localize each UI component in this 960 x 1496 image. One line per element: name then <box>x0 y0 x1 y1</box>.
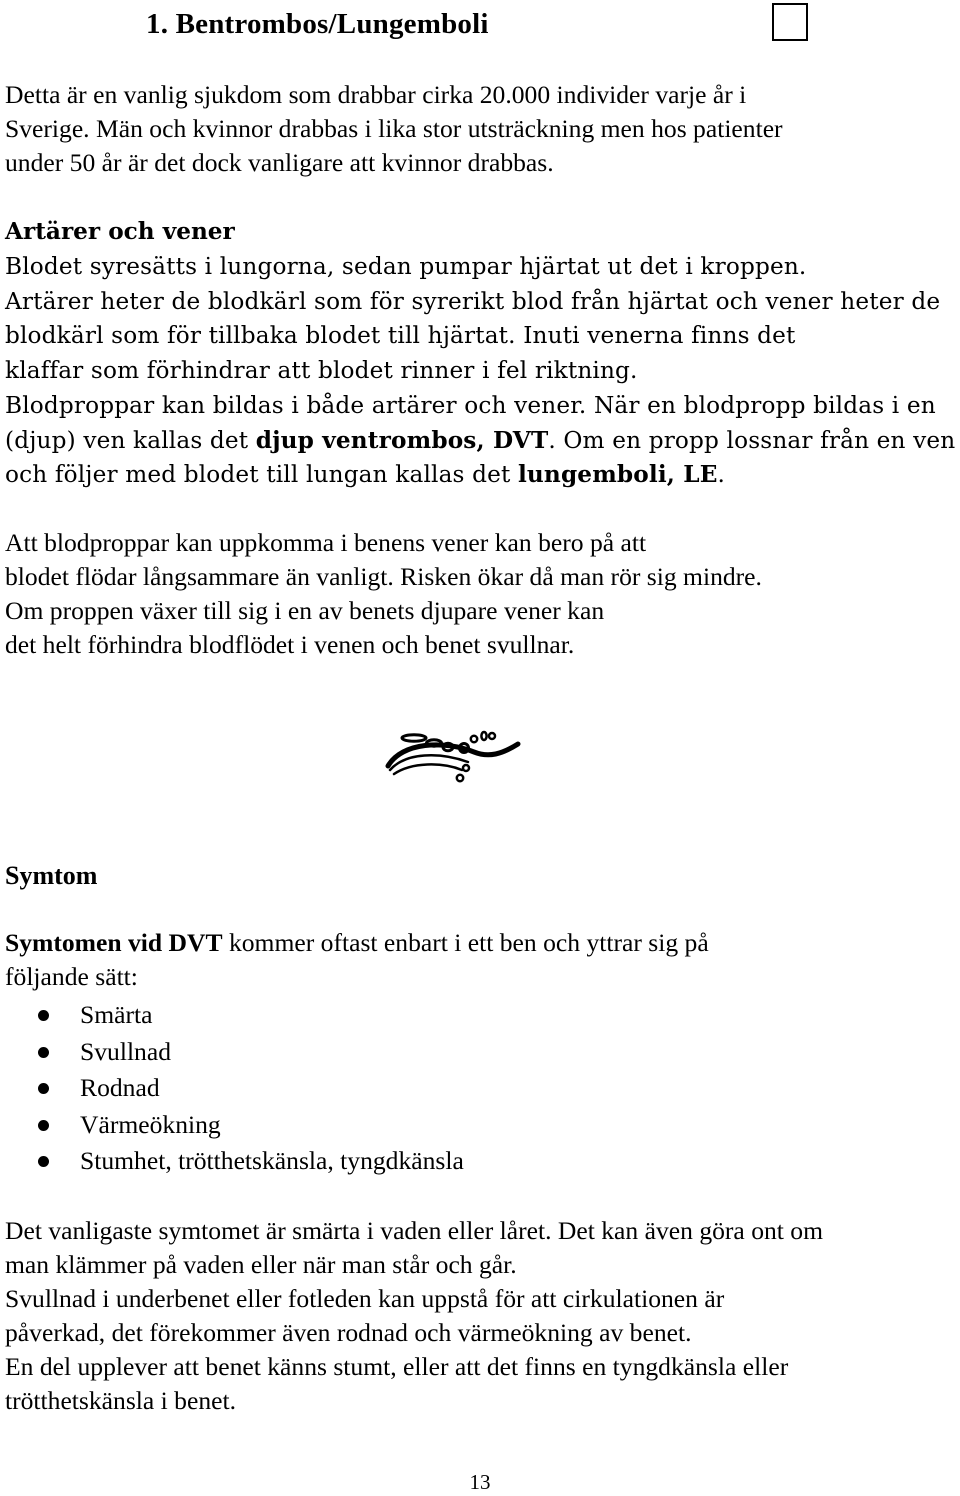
bullet-icon <box>38 1010 49 1021</box>
formation-line: det helt förhindra blodflödet i venen och benet svullnar. <box>5 630 575 659</box>
symptoms-intro <box>5 926 960 994</box>
arteries-line: Blodproppar kan bildas i både artärer och vener. När en blodpropp bildas i en <box>5 391 936 419</box>
list-item <box>38 1143 464 1180</box>
term-le: lungemboli, LE <box>517 461 718 489</box>
intro-line: Detta är en vanlig sjukdom som drabbar cirka 20.000 individer varje år i <box>5 80 747 109</box>
formation-line: Om proppen växer till sig i en av benets djupare vener kan <box>5 596 605 625</box>
text-run: (djup) ven kallas det <box>5 426 256 454</box>
arteries-line <box>5 458 960 493</box>
page-number: 13 <box>469 1470 491 1494</box>
text-run: och följer med blodet till lungan kallas det <box>5 461 518 489</box>
bullet-icon <box>38 1120 49 1131</box>
intro-paragraph <box>5 78 960 180</box>
text-run: . <box>717 461 726 489</box>
list-item-label: Stumhet, trötthetskänsla, tyngdkänsla <box>80 1146 464 1175</box>
symptoms-intro-line <box>5 926 960 960</box>
arteries-line: blodkärl som för tillbaka blodet till hjärtat. Inuti venerna finns det <box>5 322 796 350</box>
formation-line: blodet flödar långsammare än vanligt. Risken ökar då man rör sig mindre. <box>5 562 762 591</box>
list-item-label: Rodnad <box>80 1073 160 1102</box>
symptoms-intro-line: följande sätt: <box>5 962 138 991</box>
text-run: . Om en propp lossnar från en ven <box>548 426 956 454</box>
symptom-list <box>38 997 464 1180</box>
formation-line: Att blodproppar kan uppkomma i benens vener kan bero på att <box>5 528 647 557</box>
intro-line: Sverige. Män och kvinnor drabbas i lika stor utsträckning men hos patienter <box>5 114 783 143</box>
arteries-line: Blodet syresätts i lungorna, sedan pumpar hjärtat ut det i kroppen. <box>5 253 807 280</box>
bullet-icon <box>38 1156 49 1167</box>
section-heading-symptoms: Symtom <box>5 861 98 890</box>
term-symptoms-dvt: Symtomen vid DVT <box>5 928 223 957</box>
list-item <box>38 1034 464 1071</box>
section-heading-arteries: Artärer och vener <box>5 218 235 245</box>
list-item-label: Smärta <box>80 1000 153 1029</box>
list-item <box>38 997 464 1034</box>
vein-clot-illustration-icon <box>384 722 524 784</box>
closing-line: trötthetskänsla i benet. <box>5 1386 236 1415</box>
term-dvt: djup ventrombos, DVT <box>255 426 549 454</box>
bullet-icon <box>38 1047 49 1058</box>
intro-line: under 50 år är det dock vanligare att kvinnor drabbas. <box>5 148 554 177</box>
closing-line: Det vanligaste symtomet är smärta i vaden eller låret. Det kan även göra ont om <box>5 1216 824 1245</box>
list-item-label: Värmeökning <box>80 1109 221 1139</box>
checkbox[interactable] <box>772 3 808 41</box>
text-run: kommer oftast enbart i ett ben och yttrar sig på <box>222 928 709 957</box>
closing-line: påverkad, det förekommer även rodnad och värmeökning av benet. <box>5 1318 692 1347</box>
arteries-line <box>5 424 960 459</box>
arteries-line: Artärer heter de blodkärl som för syrerikt blod från hjärtat och vener heter de <box>5 287 941 315</box>
page-title: 1. Bentrombos/Lungemboli <box>146 8 489 40</box>
bullet-icon <box>38 1083 49 1094</box>
arteries-paragraph <box>5 250 960 493</box>
closing-line: man klämmer på vaden eller när man står och går. <box>5 1250 517 1279</box>
closing-line: Svullnad i underbenet eller fotleden kan uppstå för att cirkulationen är <box>5 1284 725 1313</box>
symptoms-closing-paragraph <box>5 1214 960 1418</box>
formation-paragraph <box>5 526 960 662</box>
list-item-label: Svullnad <box>80 1036 172 1066</box>
list-item <box>38 1070 464 1107</box>
list-item <box>38 1107 464 1144</box>
closing-line: En del upplever att benet känns stumt, eller att det finns en tyngdkänsla eller <box>5 1352 789 1381</box>
arteries-line: klaffar som förhindrar att blodet rinner i fel riktning. <box>5 357 638 385</box>
